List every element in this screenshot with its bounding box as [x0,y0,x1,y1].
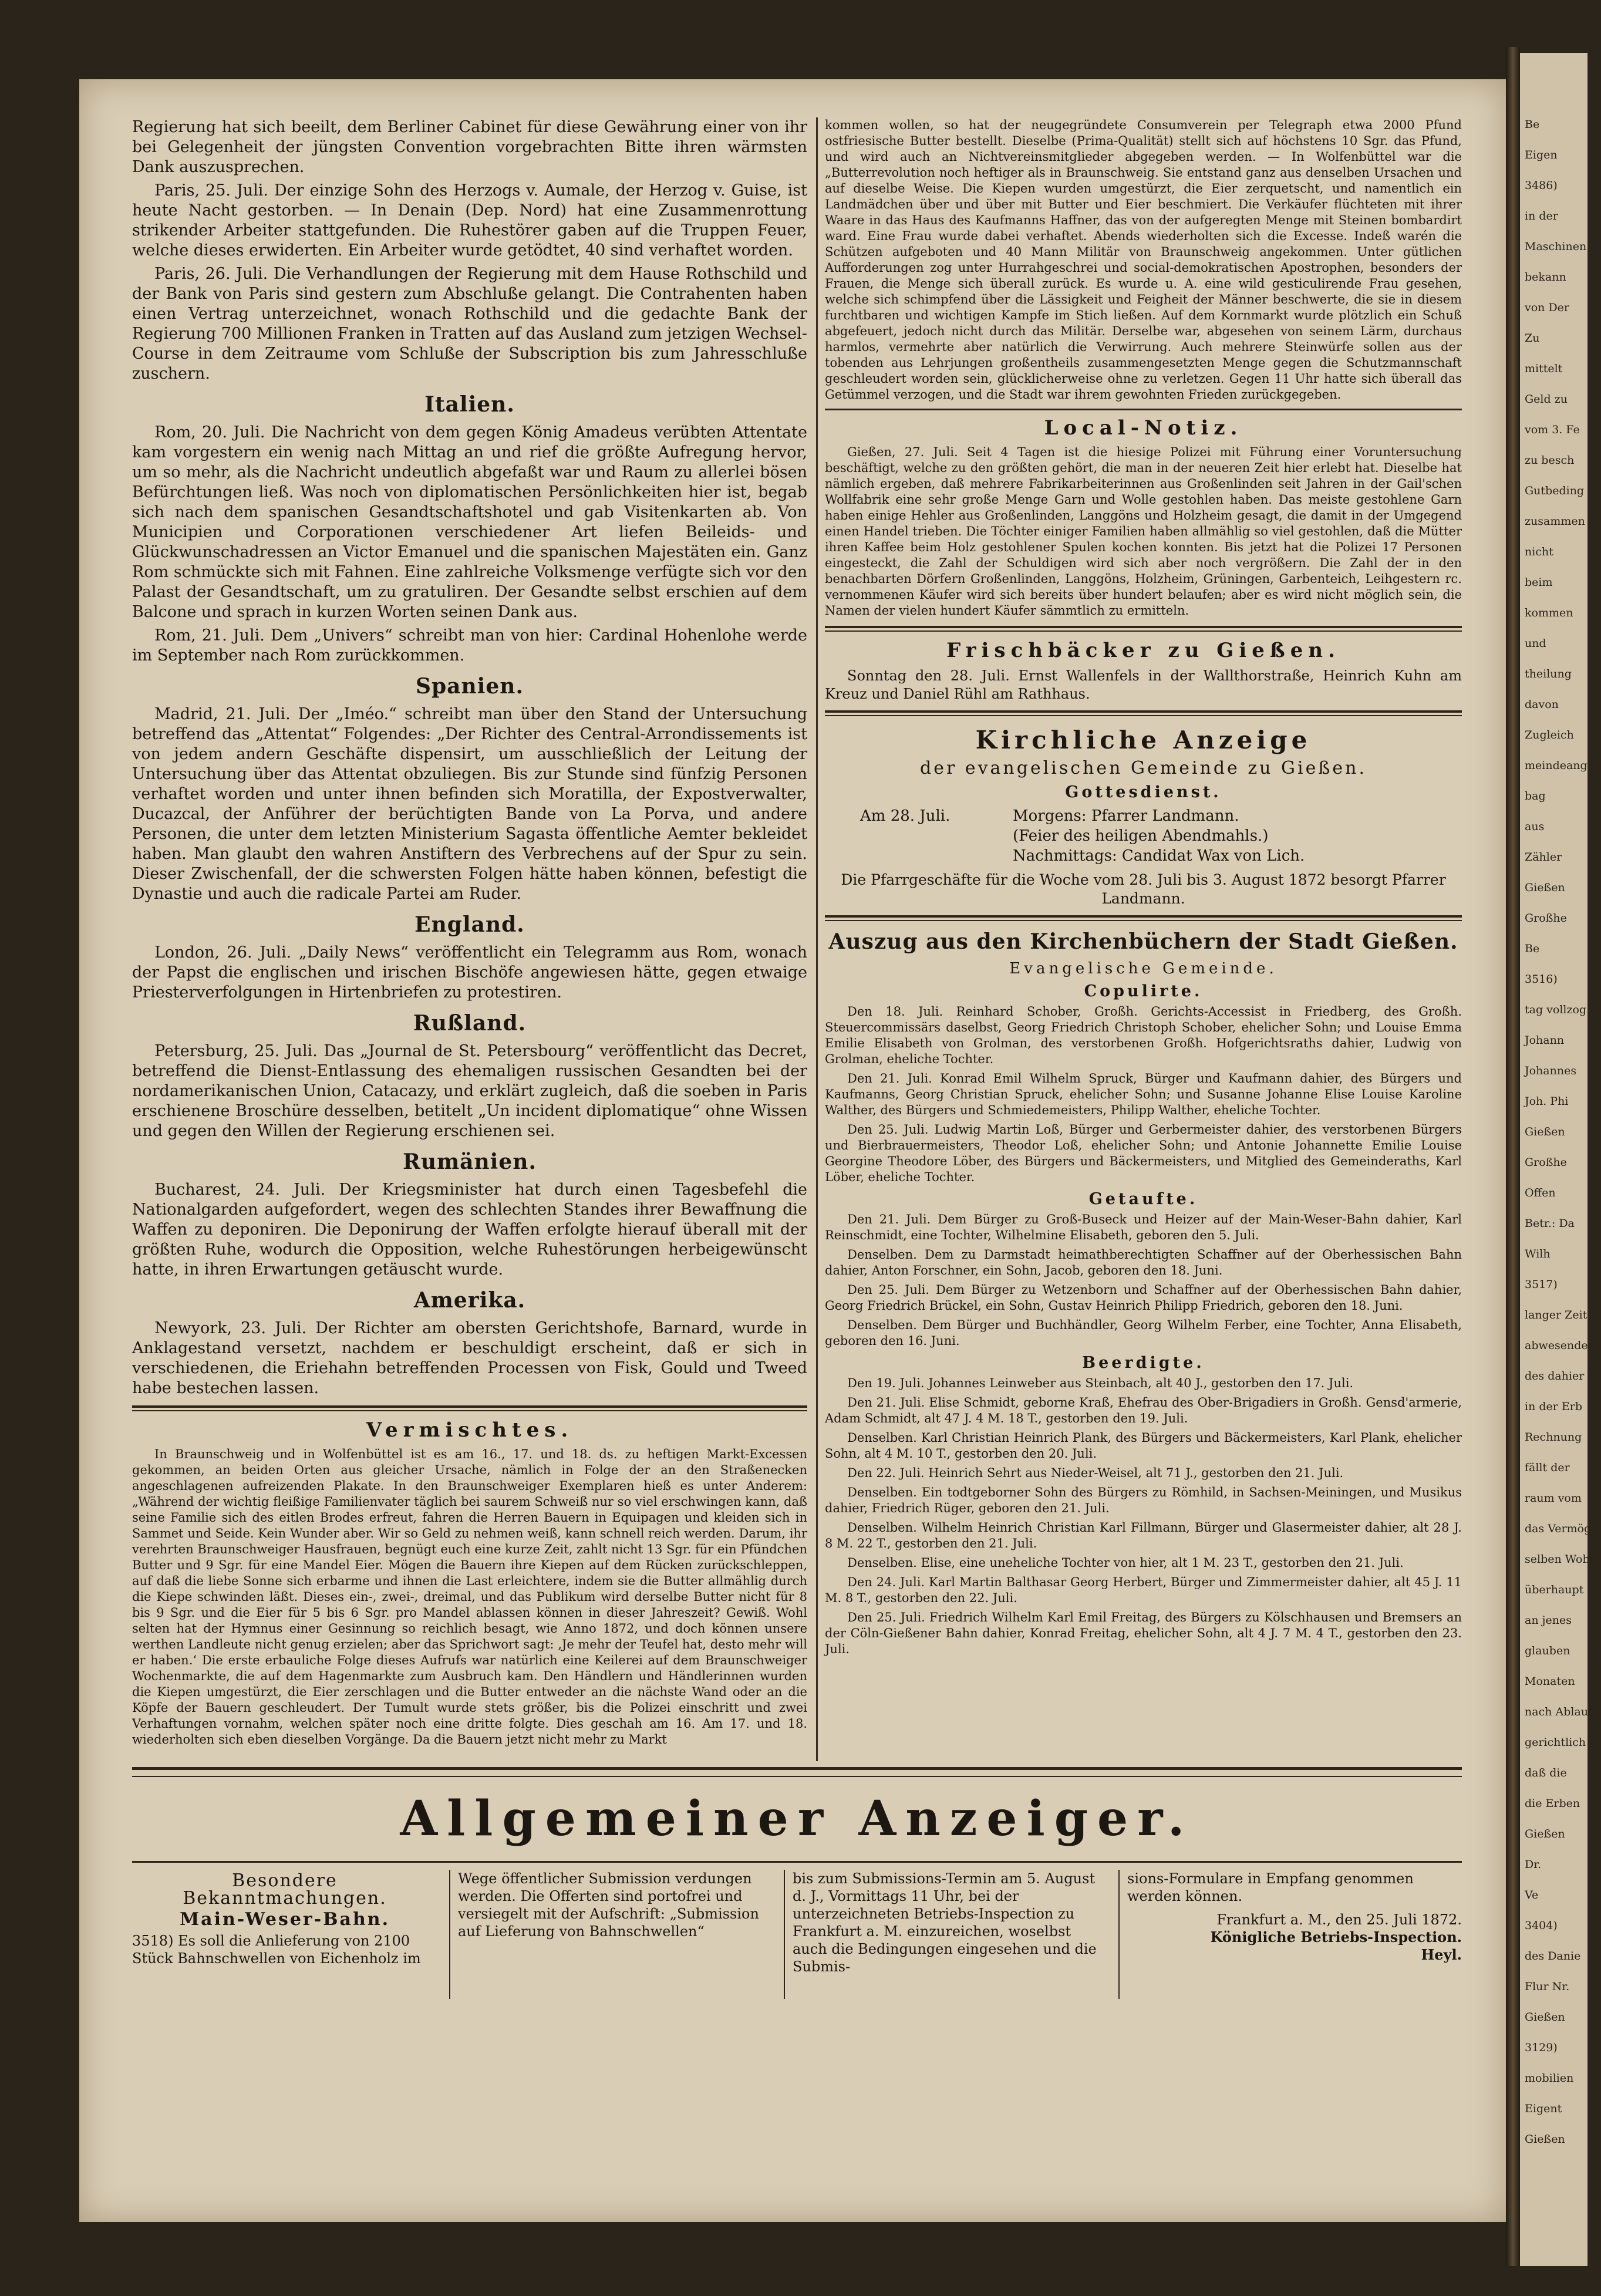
adjacent-page-text: Geld zu [1525,393,1568,406]
ad-text: Wege öffentlicher Submission verdungen werden. Die Offerten sind portofrei und versiegelt mit der Aufschrift: „Submission auf Lieferung von Bahnschwellen“ [458,1870,759,1940]
adjacent-page-text: von Der [1525,301,1570,314]
section-heading-rumaenien: Rumänien. [403,1149,537,1174]
registry-entry: Den 19. Juli. Johannes Leinweber aus Steinbach, alt 40 J., gestorben den 17. Juli. [847,1376,1354,1390]
married-label: Copulirte. [1084,982,1203,1000]
section-heading-local: Local-Notiz. [1044,416,1243,440]
adjacent-page-text: vom 3. Fe [1525,423,1580,436]
adjacent-page-text: Großhe [1525,1156,1567,1169]
registry-entry: Den 25. Juli. Friedrich Wilhelm Karl Emil Freitag, des Bürgers zu Kölschhausen und Bremsers an der Cöln-Gießener Bahn dahier, Konrad Freitag, ehelicher Sohn, alt 4 J. 7 M. 4 T., gestorben den 23. Juli. [825,1610,1462,1656]
adjacent-page-text: die Erben [1525,1797,1580,1810]
adjacent-page-text: in der [1525,210,1558,222]
ad-column-1 [132,1870,437,1967]
registry-entry: Denselben. Dem Bürger und Buchhändler, Georg Wilhelm Ferber, eine Tochter, Anna Elisabeth, geboren den 16. Juni. [825,1318,1462,1348]
adjacent-page-text: Betr.: Da [1525,1217,1575,1230]
registry-entry: Den 21. Juli. Konrad Emil Wilhelm Spruck, Bürger und Kaufmann dahier, des Bürgers und Kaufmanns, Georg Christian Spruck, ehelicher Sohn; und Susanne Johanne Elise Louise Karoline Walther, des Bürgers und Schmiedemeisters, Philipp Walther, eheliche Tochter. [825,1071,1462,1117]
adjacent-page-text: 3516) [1525,973,1558,986]
adjacent-page-text: Flur Nr. [1525,1980,1570,1993]
adjacent-page-text: zusammen [1525,515,1585,528]
registry-entry: Den 24. Juli. Karl Martin Balthasar Georg Herbert, Bürger und Zimmermeister dahier, alt 45 J. 11 M. 8 T., gestorben den 22. Juli. [825,1575,1462,1605]
service-schedule [860,806,1462,866]
adjacent-page-text: des dahier [1525,1370,1585,1383]
adjacent-page-fragment [1520,53,1601,2266]
ad-dateline: Frankfurt a. M., den 25. Juli 1872. [1216,1911,1462,1928]
news-paragraph: Paris, 25. Juli. Der einzige Sohn des Herzogs v. Aumale, der Herzog v. Guise, ist heute Nacht gestorben. — In Denain (Dep. Nord) hat eine Zusammenrottung strikender Arbeiter stattgefunden. Die Ruhestörer gaben auf die Truppen Feuer, welche dieses erwiderten. Ein Arbeiter wurde getödtet, 40 sind verhaftet worden. [132,181,807,259]
adjacent-page-text: Zu [1525,332,1540,345]
section-heading-russland: Rußland. [413,1011,527,1036]
section-divider [825,626,1462,632]
adjacent-page-text: Dr. [1525,1858,1542,1871]
church-notice-subtitle: der evangelischen Gemeinde zu Gießen. [920,758,1367,778]
ad-column-divider [449,1870,450,1999]
adjacent-page-text: Joh. Phi [1525,1095,1569,1108]
ad-column-2 [458,1870,775,1940]
adjacent-page-text: glauben [1525,1644,1570,1657]
adjacent-page-text: an jenes [1525,1614,1572,1627]
adjacent-page-text: kommen [1525,606,1573,619]
news-paragraph: Paris, 26. Juli. Die Verhandlungen der Regierung mit dem Hause Rothschild und der Bank von Paris sind gestern zum Abschluße gelangt. Die Contrahenten haben einen Vertrag unterzeichnet, wonach Rothschild und die gedachte Bank der Regierung 700 Millionen Franken in Tratten auf das Ausland zum jetzigen Wechsel-Course in dem Zeitraume vom Schluße der Subscription bis zum Jahresschluße zuschern. [132,265,807,383]
adjacent-page-text: selben Wohn [1525,1553,1597,1566]
registry-entry: Denselben. Karl Christian Heinrich Plank, des Bürgers und Bäckermeisters, Karl Plank, ehelicher Sohn, alt 4 M. 10 T., gestorben den 20. Juli. [825,1431,1462,1461]
section-divider [132,1405,807,1411]
adjacent-page-text: 3404) [1525,1919,1558,1932]
adjacent-page-text: Zähler [1525,851,1562,864]
adjacent-page-text: nicht [1525,545,1553,558]
section-divider [825,710,1462,716]
ad-column-divider [1118,1870,1120,1999]
section-divider [825,409,1462,410]
adjacent-page-text: 3129) [1525,2041,1558,2054]
section-divider [825,915,1462,921]
section-heading-england: England. [414,912,525,937]
adjacent-page-text: Johannes [1525,1064,1577,1077]
adjacent-page-text: gerichtlich [1525,1736,1586,1749]
adjacent-page-text: Johann [1525,1034,1565,1047]
railway-name: Main-Weser-Bahn. [179,1909,390,1930]
news-paragraph: Madrid, 21. Juli. Der „Iméo.“ schreibt man über den Stand der Untersuchung betreffend das „Attentat“ Folgendes: „Der Richter des Central-Arrondissements ist von jedem andern Geschäfte dispensirt, um ausschließlich der Leitung der Untersuchung über das Attentat obzuliegen. Bis zur Stunde sind fünfzig Personen verhaftet worden und unter ihnen befinden sich Moratilla, der Expostverwalter, Ducazcal, der Anführer der berüchtigten Bande von La Porva, und andere Personen, die unter dem letzten Ministerium Sagasta öffentliche Aemter bekleidet haben. Man glaubt den wahren Anstiftern des Verbrechens auf der Spur zu sein. Dieser Zwischenfall, der die schwersten Folgen hätte haben können, befestigt die Dynastie und auch die radicale Partei am Ruder. [132,705,807,903]
left-column [132,117,807,1751]
adjacent-page-text: Zugleich [1525,729,1574,741]
adjacent-page-text: Gießen [1525,2133,1565,2146]
ad-signature: Heyl. [1421,1946,1462,1963]
adjacent-page-text: abwesenden [1525,1339,1595,1352]
news-paragraph: Bucharest, 24. Juli. Der Kriegsminister hat durch einen Tagesbefehl die Nationalgarden aufgefordert, wegen des schlechten Standes ihrer Bewaffnung die Waffen zu deponiren. Die Deponirung der Waffen erfolgte hierauf überall mit der größten Ruhe, wodurch die Opposition, welche Ruhestörungen herbeigewünscht hatte, in ihren Erwartungen getäuscht wurde. [132,1181,807,1279]
service-label: Gottesdienst. [1065,783,1222,801]
ad-office: Königliche Betriebs-Inspection. [1210,1928,1462,1946]
adjacent-page-text: Rechnung [1525,1431,1582,1444]
adjacent-page-text: mobilien [1525,2072,1574,2085]
column-divider [816,117,818,1761]
adjacent-page-text: aus [1525,820,1545,833]
service-feast: (Feier des heiligen Abendmahls.) [1013,827,1269,845]
service-details [1013,806,1305,866]
news-paragraph: Regierung hat sich beeilt, dem Berliner Cabinet für diese Gewährung einer von ihr bei Gelegenheit der jüngsten Convention vorgebrachten Bitte ihren wärmsten Dank auszusprechen. [132,118,807,176]
adjacent-page-text: Offen [1525,1186,1556,1199]
ad-section-rule [132,1861,1462,1863]
right-column [825,117,1462,1661]
adjacent-page-text: Eigent [1525,2102,1562,2115]
adjacent-page-text: Gießen [1525,1125,1565,1138]
service-morning: Morgens: Pfarrer Landmann. [1013,807,1239,825]
news-paragraph: Rom, 21. Juli. Dem „Univers“ schreibt man von hier: Cardinal Hohenlohe werde im September nach Rom zurückkommen. [132,626,807,665]
adjacent-page-text: daß die [1525,1766,1567,1779]
section-heading-amerika: Amerika. [413,1288,526,1313]
registry-title: Auszug aus den Kirchenbüchern der Stadt Gießen. [828,929,1458,954]
registry-community: Evangelische Gemeinde. [1009,960,1278,977]
adjacent-page-text: theilung [1525,667,1572,680]
registry-entry: Denselben. Wilhelm Heinrich Christian Karl Fillmann, Bürger und Glasermeister dahier, alt 28 J. 8 M. 22 T., gestorben den 21. Juli. [825,1520,1462,1550]
adjacent-page-text: Gießen [1525,1828,1565,1840]
adjacent-page-text: Ve [1525,1889,1539,1901]
registry-entry: Denselben. Ein todtgeborner Sohn des Bürgers zu Römhild, in Sachsen-Meiningen, und Musikus dahier, Friedrich Rüger, geboren den 21. Juli. [825,1485,1462,1515]
binding-gutter [1506,47,1520,2266]
news-paragraph: Newyork, 23. Juli. Der Richter am obersten Gerichtshofe, Barnard, wurde in Anklagestand versetzt, nachdem er beschuldigt erscheint, daß er sich in verschiedenen, die Eriehahn betreffenden Processen von Fisk, Gould und Tweed habe bestechen lassen. [132,1319,807,1397]
adjacent-page-text: langer Zeit [1525,1309,1587,1321]
adjacent-page-text: meindeangeh [1525,759,1601,772]
adjacent-page-text: tag vollzog [1525,1003,1587,1016]
adjacent-page-text: Be [1525,118,1540,131]
registry-entry: Den 25. Juli. Ludwig Martin Loß, Bürger und Gerbermeister dahier, des verstorbenen Bürgers und Bierbrauermeisters, Theodor Loß, ehelicher Sohn; und Antonie Johannette Emilie Louise Georgine Theodore Löber, des Bürgers und Bäckermeisters, und Mitglied des Gemeinderaths, Karl Löber, eheliche Tochter. [825,1122,1462,1184]
adjacent-page-text: das Vermög [1525,1522,1592,1535]
registry-entry: Den 21. Juli. Dem Bürger zu Groß-Buseck und Heizer auf der Main-Weser-Bahn dahier, Karl Reinschmidt, eine Tochter, Wilhelmine Elisabeth, geboren den 5. Juli. [825,1212,1462,1242]
adjacent-page-text: 3486) [1525,179,1558,192]
section-heading-spanien: Spanien. [416,674,524,699]
news-paragraph: London, 26. Juli. „Daily News“ veröffentlicht ein Telegramm aus Rom, wonach der Papst die englischen und irischen Bischöfe angewiesen hätte, gegen etwaige Priesterverfolgungen in Hirtenbriefen zu protestiren. [132,943,807,1002]
adjacent-page-text: davon [1525,698,1559,711]
adjacent-page-text: bag [1525,790,1546,803]
adjacent-page-text: fällt der [1525,1461,1570,1474]
registry-entry: Denselben. Dem zu Darmstadt heimathberechtigten Schaffner auf der Oberhessischen Bahn dahier, Anton Forschner, ein Sohn, Jacob, geboren den 18. Juni. [825,1248,1462,1277]
adjacent-page-text: bekann [1525,271,1566,284]
bakers-notice: Sonntag den 28. Juli. Ernst Wallenfels in der Wallthorstraße, Heinrich Kuhn am Kreuz und Daniel Rühl am Rathhaus. [825,667,1462,702]
adjacent-page-text: Monaten [1525,1675,1575,1688]
adjacent-page-text: und [1525,637,1546,650]
church-notice-title: Kirchliche Anzeige [975,726,1312,754]
adjacent-page-text: Gießen [1525,881,1565,894]
adjacent-page-text: nach Ablauf [1525,1705,1593,1718]
service-note: Die Pfarrgeschäfte für die Woche vom 28. Juli bis 3. August 1872 besorgt Pfarrer Landmann. [841,871,1446,907]
ad-text: bis zum Submissions-Termin am 5. August d. J., Vormittags 11 Uhr, bei der unterzeichneten Betriebs-Inspection zu Frankfurt a. M. einzureichen, woselbst auch die Bedingungen eingesehen und die Submis- [793,1870,1097,1975]
adjacent-page-text: Gutbeding [1525,484,1585,497]
service-date: Am 28. Juli. [860,807,951,825]
ad-text: sions-Formulare in Empfang genommen werden können. [1127,1870,1414,1904]
adjacent-page-text: Wilh [1525,1248,1551,1260]
adjacent-page-text: zu besch [1525,454,1575,467]
adjacent-page-text: in der Erb [1525,1400,1582,1413]
ad-text: 3518) Es soll die Anlieferung von 2100 Stück Bahnschwellen von Eichenholz im [132,1933,421,1967]
adjacent-page-text: Maschinen [1525,240,1587,253]
baptized-label: Getaufte. [1088,1190,1198,1208]
buried-label: Beerdigte. [1082,1354,1205,1372]
registry-entry: Den 18. Juli. Reinhard Schober, Großh. Gerichts-Accessist in Friedberg, des Großh. Steuercommissärs daselbst, Georg Friedrich Christoph Schober, ehelicher Sohn; und Louise Emma Emilie Elisabeth von Grolman, des verstorbenen Großh. Hofgerichtsraths dahier, Ludwig von Grolman, eheliche Tochter. [825,1004,1462,1066]
registry-entry: Den 22. Juli. Heinrich Sehrt aus Nieder-Weisel, alt 71 J., gestorben den 21. Juli. [847,1466,1344,1480]
adjacent-page-text: 3517) [1525,1278,1558,1291]
news-paragraph: Gießen, 27. Juli. Seit 4 Tagen ist die hiesige Polizei mit Führung einer Voruntersuchung beschäftigt, welche zu den größten gehört, die man in der neueren Zeit hier erlebt hat. Dieselbe hat nämlich ergeben, daß mehrere Fabrikarbeiterinnen aus Großenlinden seit Jahren in der Gail'schen Wollfabrik eine sehr große Menge Garn und Wolle gestohlen haben. Das meiste gestohlene Garn haben einige Hehler aus Großenlinden, Langgöns und Holzheim gesagt, die damit in der Umgegend einen Handel trieben. Die Töchter einiger Familien haben allmählig so viel gestohlen, daß die Mütter ihren Kaffee beim Holz gestohlener Spulen kochen konnten. Bis jetzt hat die Polizei 17 Personen eingesteckt, die Zahl der Schuldigen wird sich aber noch vergrößern. Die Zahl der in den benachbarten Dörfern Großenlinden, Langgöns, Holzheim, Grüningen, Garbenteich, Leihgestern rc. vernommenen Käufer wird sich bereits über hundert belaufen; aber es wird nicht möglich sein, die Namen der vielen hundert Käufer sämmtlich zu ermitteln. [825,445,1462,618]
ad-column-4 [1127,1870,1462,1964]
ad-category: Besondere Bekanntmachungen. [183,1870,387,1909]
adjacent-page-text: des Danie [1525,1950,1581,1963]
ad-section-title: Allgemeiner Anzeiger. [400,1791,1194,1847]
adjacent-page-text: Gießen [1525,2011,1565,2024]
service-afternoon: Nachmittags: Candidat Wax von Lich. [1013,847,1305,865]
news-paragraph: In Braunschweig und in Wolfenbüttel ist es am 16., 17. und 18. ds. zu heftigen Markt-Excessen gekommen, an beiden Orten aus gleicher Ursache, nämlich in Folge der an den Straßenecken angeschlagenen aufreizenden Plakate. In den Braunschweiger Exemplaren hieß es unter Anderem: „Während der wichtig fleißige Familienvater täglich bei saurem Schweiß nur so viel erschwingen kann, daß seine Familie sich des eitlen Brodes erfreut, fahren die Herren Bauern in Equipagen und kleiden sich in Sammet und Seide. Kein Wunder aber. Wir so Geld zu nehmen weiß, kann schnell reich werden. Darum, ihr verehrten Braunschweiger Hausfrauen, begnügt euch eine kurze Zeit, zahlt nicht 13 Sgr. für ein Pfündchen Butter und 9 Sgr. für eine Mandel Eier. Mögen die Bauern ihre Kiepen auf dem Rücken zurückschleppen, auf daß die liebe Sonne sich erbarme und ihnen die Last erleichtere, indem sie die Butter allmählig durch die Kiepe schwinden läßt. Dieses ein-, zwei-, dreimal, und das Publikum wird derselbe Butter nicht für 8 bis 9 Sgr. und die Eier für 5 bis 6 Sgr. pro Mandel ablassen können in dieser Jahreszeit? Gewiß. Wohl selten hat der Hymnus einer Gesinnung so reichlich besagt, wie Anno 1872, und doch können unsere werthen Landleute nicht genug erzielen; aber das Sprichwort sagt: ‚Je mehr der Teufel hat, desto mehr will er haben.‘ Die erste erbauliche Folge dieses Aufrufs war natürlich eine Keilerei auf dem Braunschweiger Wochenmarkte, die auf dem Hagenmarkte zum Ausbruch kam. Den Händlern und Händlerinnen wurden die Kiepen umgestürzt, die Eier zerschlagen und die Butter entweder an die nächste Wand oder an die Köpfe der Bauern geschleudert. Der Tumult wurde stets größer, bis die Polizei einschritt und zwei Verhaftungen vornahm, welchen später noch eine dritte folgte. Dies geschah am 16. Am 17. und 18. wiederholten sich eben dieselben Vorgänge. Da die Bauern jetzt nicht mehr zu Markt [132,1447,807,1747]
adjacent-page-text: raum vom [1525,1492,1582,1505]
bakers-heading: Frischbäcker zu Gießen. [946,639,1340,662]
adjacent-page-text: Be [1525,942,1540,955]
ad-column-3 [793,1870,1110,1975]
adjacent-page-text: überhaupt [1525,1583,1584,1596]
registry-entry: Den 21. Juli. Elise Schmidt, geborne Kraß, Ehefrau des Ober-Brigadiers in Großh. Gensd'armerie, Adam Schmidt, alt 47 J. 4 M. 18 T., gestorben den 19. Juli. [825,1395,1462,1425]
news-paragraph: Rom, 20. Juli. Die Nachricht von dem gegen König Amadeus verübten Attentate kam vorgestern ein wenig nach Mittag an und rief die größte Aufregung hervor, um so mehr, als die Nachricht undeutlich abgefaßt war und Raum zu allerlei bösen Befürchtungen ließ. Was noch von diplomatischen Persönlichkeiten hier ist, begab sich nach dem spanischen Gesandtschaftshotel und gab Visitenkarten ab. Von Municipien und Corporationen verschiedener Art liefen Beileids- und Glückwunschadressen an Victor Emanuel und die spanischen Majestäten ein. Ganz Rom schmückte sich mit Fahnen. Eine zahlreiche Volksmenge verfügte sich vor den Palast der Gesandtschaft, um zu gratuliren. Der Gesandte selbst erschien auf dem Balcone und sprach in kurzen Worten seinen Dank aus. [132,423,807,621]
adjacent-page-text: mittelt [1525,362,1563,375]
registry-entry: Den 25. Juli. Dem Bürger zu Wetzenborn und Schaffner auf der Oberhessischen Bahn dahier, Georg Friedrich Brückel, ein Sohn, Gustav Heinrich Philipp Friedrich, geboren den 18. Juni. [825,1283,1462,1313]
news-paragraph: kommen wollen, so hat der neugegründete Consumverein per Telegraph etwa 2000 Pfund ostfriesische Butter bestellt. Dieselbe (Prima-Qualität) stellt sich auf höchstens 10 Sgr. das Pfund, und wird auch an Nichtvereinsmitglieder abgegeben werden. — In Wolfenbüttel war die „Butterrevolution noch heftiger als in Braunschweig. Sie entstand ganz aus denselben Ursachen und auf dieselbe Weise. Die Kiepen wurden umgestürzt, die Eier zerquetscht, und namentlich ein Landmädchen über und über mit Butter und Eier beschmiert. Die Verkäufer flüchteten mit ihrer Waare in das Haus des Kaufmanns Haffner, das von der aufgeregten Menge mit Steinen bombardirt ward. Eine Frau wurde dabei verhaftet. Abends wiederholten sich die Excesse. Indeß warén die Schützen aufgeboten und 40 Mann Militär von Braunschweig angekommen. Unter gütlichen Aufforderungen zog unter Hurrahgeschrei und social-demokratischen Apostrophen, besonders der Frauen, die Menge sich überall zurück. Es wurde u. A. eine wild gesticulirende Frau gesehen, welche sich schimpfend über die Lässigkeit und Feigheit der Männer beschwerte, die sie in diesem furchtbaren und wichtigen Kampfe im Stich ließen. Auf dem Kornmarkt wurde plötzlich ein Schuß abgefeuert, jedoch nicht durch das Militär. Derselbe war, abgesehen von seinem Lärm, durchaus harmlos, vermehrte aber natürlich die Verwirrung. Auch mehrere Steinwürfe sollen aus der tobenden aus Lehrjungen großentheils zusammengesetzten Menge gegen die Schutzmannschaft geschleudert worden sein, glücklicherweise ohne zu verletzen. Gegen 11 Uhr hatte sich überall das Getümmel verzogen, und die Stadt war ihrem gewohnten Frieden zurückgegeben. [825,118,1462,402]
adjacent-page-text: beim [1525,576,1553,589]
registry-entry: Denselben. Elise, eine uneheliche Tochter von hier, alt 1 M. 23 T., gestorben den 21. Juli. [847,1556,1404,1570]
section-heading-italien: Italien. [424,392,515,417]
adjacent-page-text: Großhe [1525,912,1567,925]
adjacent-page-text: Eigen [1525,149,1558,161]
news-paragraph: Petersburg, 25. Juli. Das „Journal de St. Petersbourg“ veröffentlicht das Decret, betreffend die Dienst-Entlassung des ehemaligen russischen Gesandten bei der nordamerikanischen Union, Catacazy, und erklärt zugleich, daß die soeben in Paris erschienene Broschüre desselben, betitelt „Un incident diplomatique“ ohne Wissen und gegen den Willen der Regierung erschienen sei. [132,1042,807,1140]
ad-column-divider [784,1870,785,1999]
section-heading-vermischtes: Vermischtes. [366,1418,574,1442]
ad-section-rule [132,1767,1462,1777]
